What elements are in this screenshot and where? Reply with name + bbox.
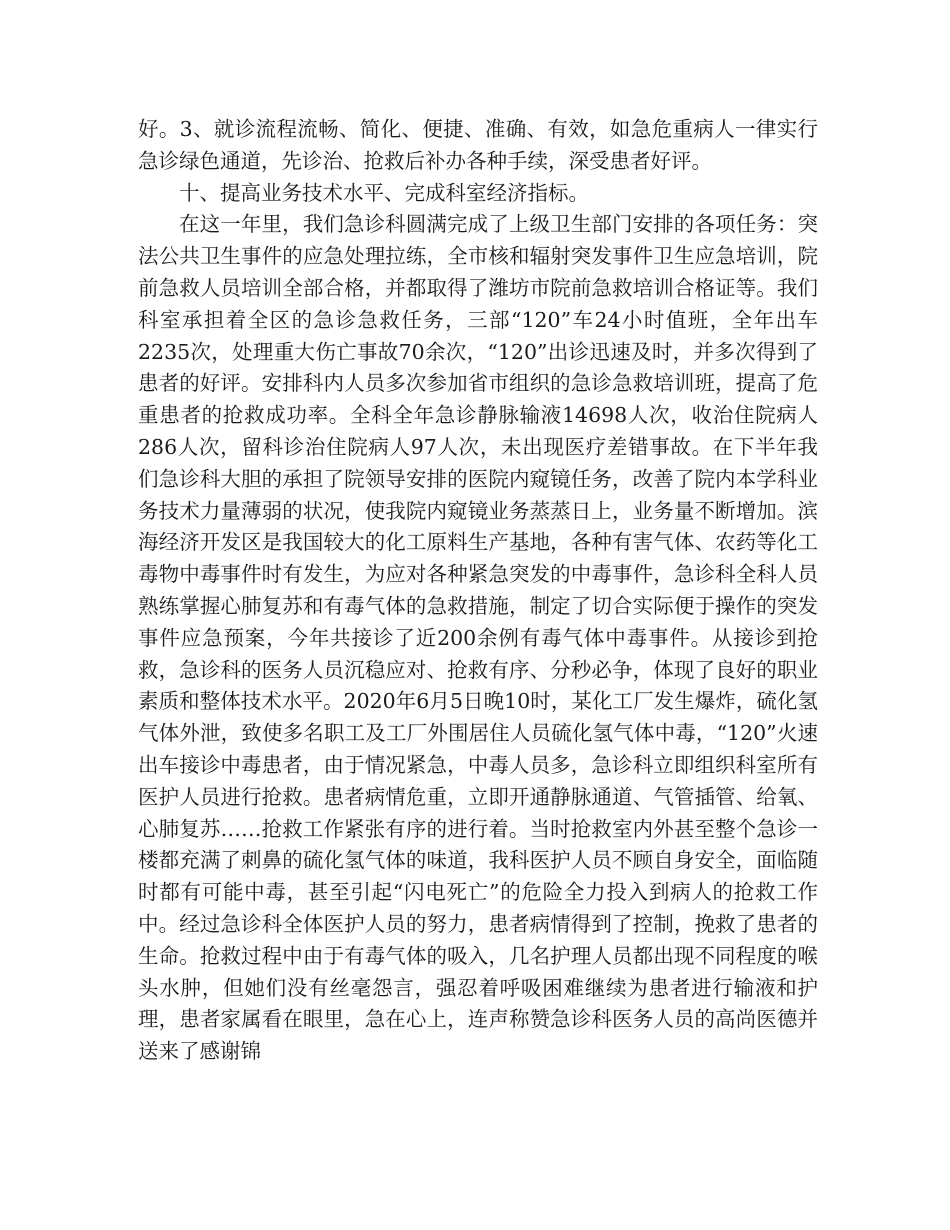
paragraph-3: 在这一年里，我们急诊科圆满完成了上级卫生部门安排的各项任务：突法公共卫生事件的应急处理拉练，全市核和辐射突发事件卫生应急培训，院前急救人员培训全部合格，并都取得了潍坊市院前急救培训合格证等。我们科室承担着全区的急诊急救任务，三部“120”车24小时值班，全年出车2235次，处理重大伤亡事故70余次，“120”出诊迅速及时，并多次得到了患者的好评。安排科内人员多次参加省市组织的急诊急救培训班，提高了危重患者的抢救成功率。全科全年急诊静脉输液14698人次，收治住院病人286人次，留科诊治住院病人97人次，未出现医疗差错事故。在下半年我们急诊科大胆的承担了院领导安排的医院内窥镜任务，改善了院内本学科业务技术力量薄弱的状况，使我院内窥镜业务蒸蒸日上，业务量不断增加。滨海经济开发区是我国较大的化工原料生产基地，各种有害气体、农药等化工毒物中毒事件时有发生，为应对各种紧急突发的中毒事件，急诊科全科人员熟练掌握心肺复苏和有毒气体的急救措施，制定了切合实际便于操作的突发事件应急预案，今年共接诊了近200余例有毒气体中毒事件。从接诊到抢救，急诊科的医务人员沉稳应对、抢救有序、分秒必争，体现了良好的职业素质和整体技术水平。2020年6月5日晚10时，某化工厂发生爆炸，硫化氢气体外泄，致使多名职工及工厂外围居住人员硫化氢气体中毒，“120”火速出车接诊中毒患者，由于情况紧急，中毒人员多，急诊科立即组织科室所有医护人员进行抢救。患者病情危重，立即开通静脉通道、气管插管、给氧、心肺复苏……抢救工作紧张有序的进行着。当时抢救室内外甚至整个急诊一楼都充满了刺鼻的硫化氢气体的味道，我科医护人员不顾自身安全，面临随时都有可能中毒，甚至引起“闪电死亡”的危险全力投入到病人的抢救工作中。经过急诊科全体医护人员的努力，患者病情得到了控制，挽救了患者的生命。抢救过程中由于有毒气体的吸入，几名护理人员都出现不同程度的喉头水肿，但她们没有丝毫怨言，强忍着呼吸困难继续为患者进行输液和护理，患者家属看在眼里，急在心上，连声称赞急诊科医务人员的高尚医德并送来了感谢锦 [138,212,818,1064]
paragraph-1: 好。3、就诊流程流畅、简化、便捷、准确、有效，如急危重病人一律实行急诊绿色通道，先诊治、抢救后补办各种手续，深受患者好评。 [138,117,818,173]
document-body [138,114,818,1068]
paragraph-2-section-heading: 十、提高业务技术水平、完成科室经济指标。 [179,180,589,205]
